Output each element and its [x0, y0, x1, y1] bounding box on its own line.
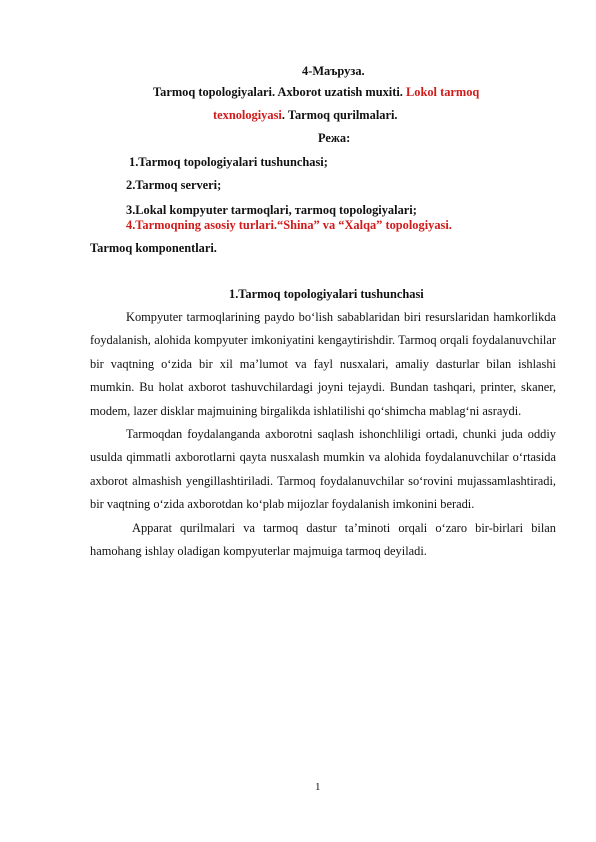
plan-item-3: 3.Lokal kompyuter tarmoqlari, тarmoq topologiyalari; [126, 203, 417, 217]
plan-item-2: 2.Tarmoq serveri; [126, 178, 222, 192]
paragraph-2: Tarmoqdan foydalanganda axborotni saqlash ishonchliligi ortadi, chunki juda oddiy usulda qimmatli axborotlarni qayta nusxalash mumkin va alohida foydalanuvchilar o‘rtasida axborot almashish yengillashtiriladi. Tarmoq foydalanuvchilar so‘rovini mujassamlashtiradi, bir vaqtning o‘zida axborotdan ko‘plab mijozlar foydalanish imkonini beradi. [90, 427, 556, 512]
heading-red-text-2: texnologiyasi [213, 108, 282, 122]
heading-red-text: Lokol tarmoq [406, 85, 480, 99]
page-number: 1 [315, 781, 321, 793]
section-title: 1.Tarmoq topologiyalari tushunchasi [229, 287, 424, 301]
heading-text-2: . Tarmoq qurilmalari. [281, 108, 398, 122]
paragraph-1: Kompyuter tarmoqlarining paydo bo‘lish sabablaridan biri resurslaridan hamkorlikda foydalanish, alohida kompyuter imkoniyatini kengaytirishdir. Tarmoq orqali foydalanuvchilar bir vaqtning o‘zida bir xil ma’lumot va fayl nusxalari, amaliy dasturlar bilan ishlashi mumkin. Bu holat axborot tashuvchilardagi joyni tejaydi. Bundan tashqari, printer, skaner, modem, lazer disklar majmuining birgalikda ishlatilishi qo‘shimcha mablag‘ni asraydi. [90, 310, 556, 418]
lecture-title: 4-Маъруза. [302, 64, 365, 78]
plan-item-4: 4.Tarmoqning asosiy turlari.“Shina” va “Xalqa” topologiyasi. [126, 218, 452, 232]
plan-label: Режа: [318, 131, 351, 145]
heading-line-1 [153, 85, 479, 100]
paragraph-3: Apparat qurilmalari va tarmoq dastur ta’minoti orqali o‘zaro bir-birlari bilan hamohang ishlay oladigan kompyuterlar majmuiga tarmoq deyiladi. [90, 520, 556, 559]
plan-item-5: Tarmoq komponentlari. [90, 241, 217, 255]
heading-text: Tarmoq topologiyalari. Axborot uzatish muxiti. [153, 85, 406, 99]
plan-item-1: 1.Tarmoq topologiyalari tushunchasi; [129, 155, 328, 169]
body-text [90, 306, 556, 563]
heading-line-2 [213, 108, 398, 123]
